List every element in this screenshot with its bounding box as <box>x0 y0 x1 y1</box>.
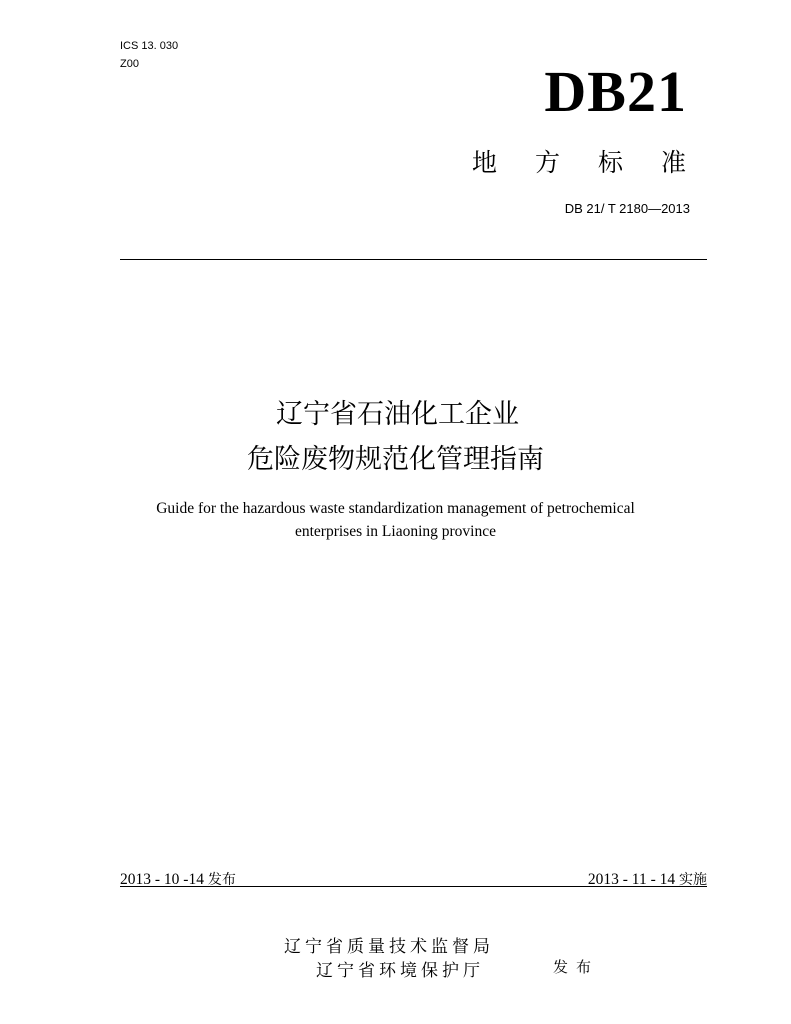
ics-code: ICS 13. 030 <box>120 40 179 52</box>
implement-label: 实施 <box>679 872 707 888</box>
standard-kind: 地方标准 <box>472 148 725 177</box>
bottom-divider <box>120 886 707 887</box>
title-en-line1: Guide for the hazardous waste standardization management of petrochemical <box>156 500 635 517</box>
title-en-line2: enterprises in Liaoning province <box>294 523 496 540</box>
implement-date: 2013 - 11 - 14 <box>587 871 676 888</box>
standard-number: DB 21/ T 2180—2013 <box>564 201 690 216</box>
title-zh-line2: 危险废物规范化管理指南 <box>247 444 544 475</box>
issuing-agency-2: 辽宁省环境保护厅 <box>316 961 484 981</box>
classification-code: Z00 <box>120 58 139 70</box>
db-code: DB21 <box>544 59 687 124</box>
top-divider <box>120 259 707 260</box>
title-zh-line1: 辽宁省石油化工企业 <box>276 399 519 430</box>
issue-label: 发布 <box>207 872 236 888</box>
issue-date: 2013 - 10 -14 <box>120 871 204 888</box>
issuing-agency-1: 辽宁省质量技术监督局 <box>284 937 494 957</box>
publish-label: 发布 <box>553 958 600 976</box>
